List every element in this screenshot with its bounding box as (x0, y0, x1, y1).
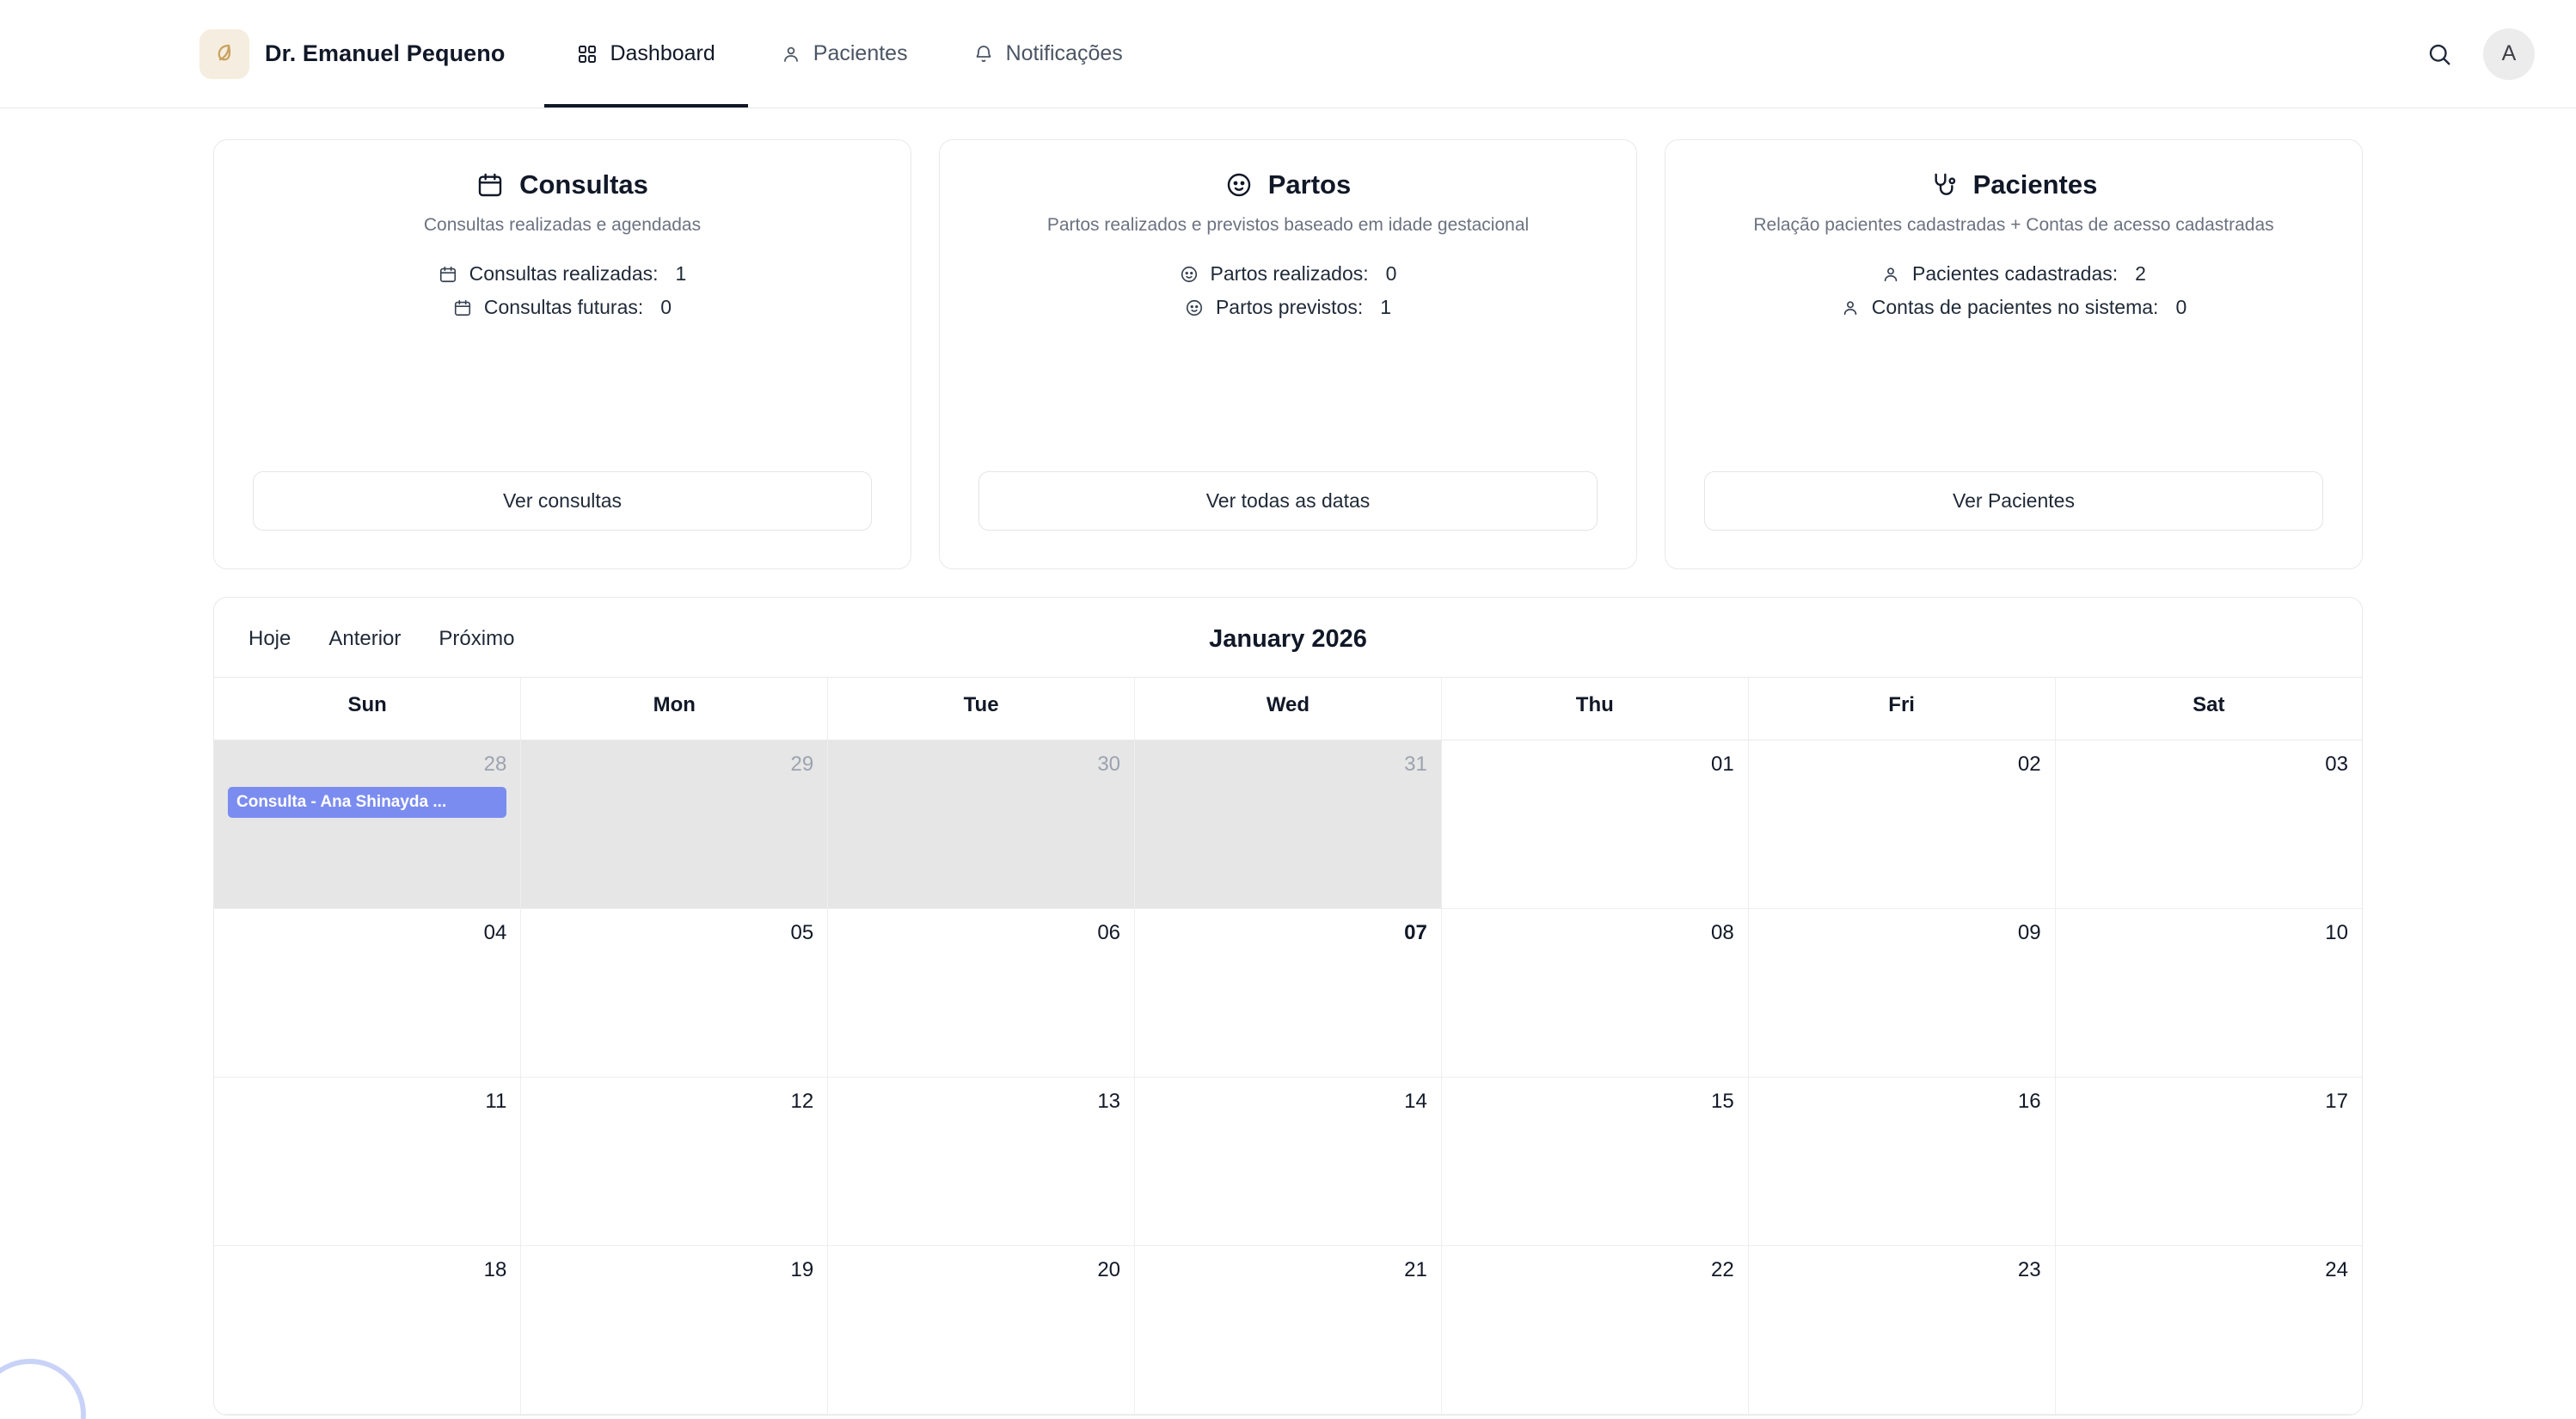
calendar-day-number: 05 (790, 921, 814, 944)
stat-value: 2 (2135, 262, 2146, 286)
brand[interactable] (199, 0, 505, 108)
search-icon[interactable] (2426, 41, 2452, 67)
calendar-day-cell[interactable] (214, 909, 521, 1078)
calendar-day-number: 01 (1711, 752, 1734, 776)
stethoscope-icon (1930, 171, 1958, 199)
card-title-row (1225, 169, 1351, 200)
stat-row (1180, 262, 1397, 286)
calendar-day-number: 04 (483, 921, 507, 944)
calendar-body (214, 740, 2362, 1415)
calendar-day-number: 23 (2017, 1258, 2041, 1281)
calendar (213, 597, 2363, 1416)
calendar-day-number: 20 (1097, 1258, 1121, 1281)
stat-row (453, 296, 672, 319)
calendar-day-number: 21 (1404, 1258, 1427, 1281)
calendar-day-cell[interactable] (1135, 1246, 1442, 1415)
grid-icon (577, 44, 598, 64)
nav-spacer (1156, 0, 2426, 108)
nav-item-label: Pacientes (813, 41, 908, 65)
calendar-day-cell[interactable] (828, 740, 1135, 909)
stat-value: 1 (675, 262, 687, 286)
stat-label: Partos previstos: (1215, 296, 1364, 319)
stat-label: Pacientes cadastradas: (1912, 262, 2119, 286)
calendar-day-cell[interactable] (1135, 740, 1442, 909)
stat-label: Partos realizados: (1210, 262, 1369, 286)
baby-face-icon (1185, 298, 1204, 317)
user-icon (781, 44, 801, 64)
calendar-day-number: 28 (483, 752, 507, 776)
calendar-day-number: 12 (790, 1090, 814, 1113)
card-partos (939, 139, 1637, 569)
calendar-day-cell[interactable] (2055, 909, 2362, 1078)
calendar-weekday-row (214, 678, 2362, 740)
card-title: Pacientes (1972, 169, 2098, 200)
calendar-day-number: 29 (790, 752, 814, 776)
stat-value: 0 (1385, 262, 1397, 286)
calendar-day-cell[interactable] (1748, 1078, 2055, 1246)
stat-row (1185, 296, 1391, 319)
avatar[interactable]: A (2483, 28, 2535, 80)
main-nav (544, 0, 1155, 108)
calendar-day-number: 24 (2325, 1258, 2348, 1281)
weekday-thu: Thu (1441, 678, 1748, 740)
brand-name: Dr. Emanuel Pequeno (265, 40, 506, 66)
calendar-day-number: 13 (1097, 1090, 1121, 1113)
calendar-event[interactable]: Consulta - Ana Shinayda ... (228, 787, 506, 818)
calendar-day-number: 06 (1097, 921, 1121, 944)
calendar-day-number: 07 (1404, 921, 1427, 944)
weekday-sun: Sun (214, 678, 521, 740)
calendar-day-cell[interactable] (828, 909, 1135, 1078)
card-pacientes (1665, 139, 2363, 569)
calendar-icon (439, 265, 457, 284)
calendar-day-cell[interactable] (214, 740, 521, 909)
calendar-day-cell[interactable] (521, 1078, 828, 1246)
calendar-week-row (214, 909, 2362, 1078)
calendar-day-cell[interactable] (214, 1078, 521, 1246)
calendar-day-cell[interactable] (521, 1246, 828, 1415)
weekday-tue: Tue (828, 678, 1135, 740)
stat-label: Consultas realizadas: (469, 262, 659, 286)
calendar-day-number: 15 (1711, 1090, 1734, 1113)
calendar-day-cell[interactable] (521, 740, 828, 909)
calendar-day-number: 19 (790, 1258, 814, 1281)
stat-value: 0 (2175, 296, 2187, 319)
calendar-day-cell[interactable] (828, 1246, 1135, 1415)
calendar-day-number: 11 (485, 1090, 507, 1113)
weekday-mon: Mon (521, 678, 828, 740)
calendar-previous-button[interactable]: Anterior (328, 627, 402, 650)
calendar-week-row (214, 1078, 2362, 1246)
card-stats (439, 262, 687, 319)
calendar-day-number: 08 (1711, 921, 1734, 944)
calendar-day-number: 31 (1404, 752, 1427, 776)
card-subtitle: Partos realizados e previstos baseado em idade gestacional (1046, 215, 1530, 235)
calendar-week-row (214, 740, 2362, 909)
calendar-day-cell[interactable] (1748, 1246, 2055, 1415)
nav-item-dashboard[interactable] (544, 0, 747, 108)
calendar-nav (248, 627, 514, 651)
topbar-actions (2426, 0, 2535, 108)
calendar-day-cell[interactable] (1135, 1078, 1442, 1246)
nav-item-label: Notificações (1005, 41, 1123, 65)
calendar-day-cell[interactable] (1441, 740, 1748, 909)
calendar-icon (476, 171, 504, 199)
card-title-row (476, 169, 648, 200)
calendar-day-cell[interactable] (1441, 1078, 1748, 1246)
calendar-day-cell[interactable] (521, 909, 828, 1078)
calendar-day-number: 18 (483, 1258, 507, 1281)
calendar-day-number: 10 (2325, 921, 2348, 944)
card-subtitle: Relação pacientes cadastradas + Contas de acesso cadastradas (1753, 215, 2274, 235)
calendar-day-cell[interactable] (1441, 1246, 1748, 1415)
calendar-next-button[interactable]: Próximo (439, 627, 515, 650)
calendar-week-row (214, 1246, 2362, 1415)
calendar-day-number: 17 (2325, 1090, 2348, 1113)
leaf-logo-icon (199, 29, 249, 79)
weekday-sat: Sat (2055, 678, 2362, 740)
calendar-day-cell[interactable] (1441, 909, 1748, 1078)
calendar-day-number: 14 (1404, 1090, 1427, 1113)
weekday-wed: Wed (1135, 678, 1442, 740)
calendar-day-number: 30 (1097, 752, 1121, 776)
card-title-row (1930, 169, 2098, 200)
calendar-day-cell[interactable] (214, 1246, 521, 1415)
card-consultas (213, 139, 911, 569)
calendar-day-cell[interactable] (2055, 1246, 2362, 1415)
ver-pacientes-button[interactable]: Ver Pacientes (1704, 471, 2323, 531)
calendar-day-cell[interactable] (1748, 909, 2055, 1078)
calendar-day-cell[interactable] (2055, 1078, 2362, 1246)
weekday-fri: Fri (1748, 678, 2055, 740)
nav-item-pacientes[interactable] (748, 0, 941, 108)
calendar-day-cell[interactable] (1135, 909, 1442, 1078)
calendar-title: January 2026 (1209, 624, 1367, 653)
calendar-day-cell[interactable] (1748, 740, 2055, 909)
top-navigation-bar (0, 0, 2576, 108)
calendar-day-cell[interactable] (2055, 740, 2362, 909)
baby-face-icon (1225, 171, 1253, 199)
calendar-header (214, 598, 2362, 677)
stat-label: Consultas futuras: (483, 296, 644, 319)
ver-todas-as-datas-button[interactable]: Ver todas as datas (978, 471, 1598, 531)
card-stats (1180, 262, 1397, 319)
calendar-grid (214, 677, 2362, 1415)
nav-item-notificacoes[interactable] (941, 0, 1156, 108)
calendar-day-number: 22 (1711, 1258, 1734, 1281)
calendar-day-cell[interactable] (828, 1078, 1135, 1246)
user-icon (1841, 298, 1860, 317)
calendar-today-button[interactable]: Hoje (248, 627, 291, 650)
card-title: Partos (1267, 169, 1352, 200)
calendar-icon (453, 298, 472, 317)
ver-consultas-button[interactable]: Ver consultas (253, 471, 872, 531)
dashboard-content (0, 108, 2576, 1416)
card-title: Consultas (519, 169, 648, 200)
summary-cards (213, 139, 2363, 569)
calendar-day-number: 16 (2017, 1090, 2041, 1113)
stat-value: 1 (1380, 296, 1392, 319)
stat-row (439, 262, 687, 286)
calendar-day-number: 09 (2017, 921, 2041, 944)
calendar-day-number: 03 (2325, 752, 2348, 776)
baby-face-icon (1180, 265, 1199, 284)
stat-value: 0 (660, 296, 672, 319)
card-stats (1841, 262, 2187, 319)
bell-icon (973, 44, 994, 64)
stat-row (1841, 296, 2187, 319)
stat-label: Contas de pacientes no sistema: (1871, 296, 2159, 319)
nav-item-label: Dashboard (610, 41, 715, 65)
card-subtitle: Consultas realizadas e agendadas (423, 215, 702, 235)
calendar-day-number: 02 (2017, 752, 2041, 776)
stat-row (1881, 262, 2146, 286)
user-icon (1881, 265, 1900, 284)
